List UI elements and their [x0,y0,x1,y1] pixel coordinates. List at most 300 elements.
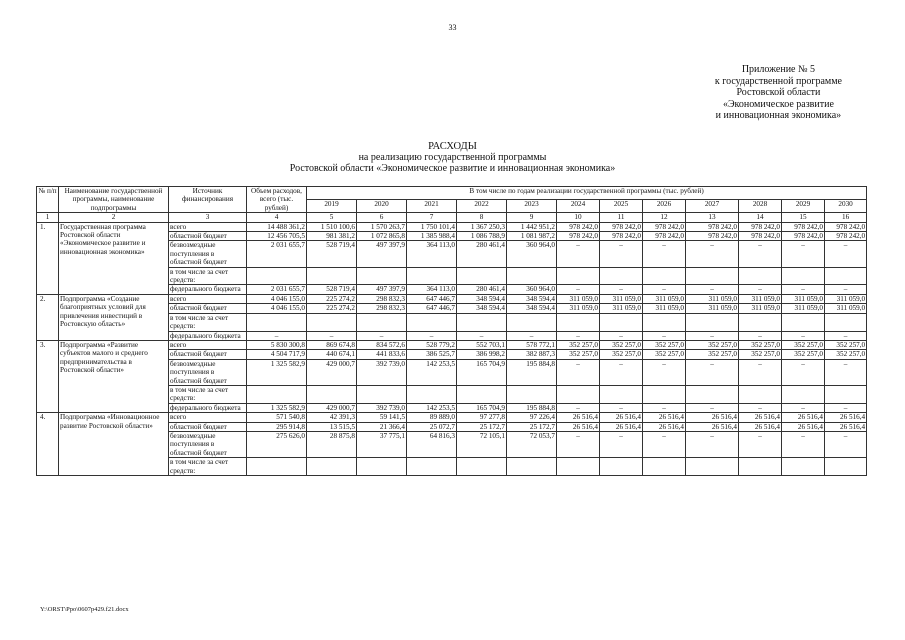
title-line: на реализацию государственной программы [358,152,547,163]
year-value [643,267,686,285]
year-value: 26 516,4 [557,413,600,422]
total-volume: 1 325 582,9 [247,403,307,412]
year-value: – [407,331,457,340]
year-value [739,267,782,285]
year-value: 26 516,4 [825,422,867,431]
column-index: 9 [507,213,557,222]
year-value [557,267,600,285]
year-value: 352 257,0 [557,340,600,349]
column-index: 4 [247,213,307,222]
funding-source: всего [169,340,247,349]
year-value: 1 750 101,4 [407,222,457,231]
year-value [782,458,825,476]
year-value: 311 059,0 [600,294,643,303]
year-value: 26 516,4 [600,422,643,431]
year-value: – [739,285,782,294]
title-line: Ростовской области «Экономическое развитие и инновационная экономика» [289,163,616,174]
year-value: 528 719,4 [307,285,357,294]
year-value: 352 257,0 [739,350,782,359]
year-value: 528 779,2 [407,340,457,349]
year-value: 647 446,7 [407,304,457,313]
year-value [686,385,739,403]
table-row [37,294,867,303]
program-name: Подпрограмма «Создание благоприятных условий для привлечения инвестиций в Ростовскую область» [59,294,169,340]
year-value: – [600,285,643,294]
year-value [686,313,739,331]
year-value [307,385,357,403]
year-value: 429 000,7 [307,403,357,412]
year-value: – [643,331,686,340]
header-year: 2029 [782,200,825,213]
year-value: 311 059,0 [600,304,643,313]
year-value: 978 242,0 [643,232,686,241]
year-value: – [600,331,643,340]
year-value [825,458,867,476]
funding-source: федерального бюджета [169,403,247,412]
column-index: 14 [739,213,782,222]
year-value: 311 059,0 [557,294,600,303]
year-value: – [686,403,739,412]
funding-source: областной бюджет [169,232,247,241]
year-value: 1 367 250,3 [457,222,507,231]
year-value: 311 059,0 [825,304,867,313]
year-value: – [643,285,686,294]
year-value: 298 832,3 [357,304,407,313]
year-value: – [686,359,739,385]
year-value: 280 461,4 [457,285,507,294]
year-value: 978 242,0 [600,232,643,241]
year-value [507,458,557,476]
total-volume: 12 456 705,5 [247,232,307,241]
total-volume: 1 325 582,9 [247,359,307,385]
appendix-line: к государственной программе [714,75,842,87]
year-value: 352 257,0 [643,350,686,359]
year-value: – [600,431,643,457]
year-value: 552 703,1 [457,340,507,349]
total-volume [247,458,307,476]
year-value: 1 442 951,2 [507,222,557,231]
year-value: 352 257,0 [739,340,782,349]
header-volume: Объем расходов, всего (тыс. рублей) [247,187,307,213]
year-value: 26 516,4 [686,413,739,422]
year-value: – [686,431,739,457]
year-value: 352 257,0 [600,340,643,349]
year-value: 97 226,4 [507,413,557,422]
year-value: 578 772,1 [507,340,557,349]
year-value: 28 875,8 [307,431,357,457]
program-name: Подпрограмма «Инновационное развитие Ростовской области» [59,413,169,476]
year-value: 298 832,3 [357,294,407,303]
year-value [600,458,643,476]
year-value: 528 719,4 [307,241,357,267]
header-year: 2019 [307,200,357,213]
year-value: – [825,359,867,385]
year-value: 89 889,0 [407,413,457,422]
year-value: 978 242,0 [600,222,643,231]
year-value [643,458,686,476]
year-value [457,313,507,331]
total-volume [247,267,307,285]
header-year: 2021 [407,200,457,213]
year-value [600,267,643,285]
total-volume: 295 914,8 [247,422,307,431]
year-value [643,385,686,403]
appendix-line: Ростовской области [736,87,821,98]
header-year: 2025 [600,200,643,213]
year-value: 360 964,0 [507,241,557,267]
column-index: 1 [37,213,59,222]
year-value [457,267,507,285]
year-value [307,313,357,331]
year-value [507,267,557,285]
year-value [739,313,782,331]
year-value [507,385,557,403]
year-value: 382 887,3 [507,350,557,359]
page-number: 33 [448,23,457,32]
year-value: 25 172,7 [457,422,507,431]
column-index: 16 [825,213,867,222]
total-volume: 5 830 300,8 [247,340,307,349]
year-value: – [600,359,643,385]
year-value: 195 884,8 [507,403,557,412]
table-row [37,413,867,422]
year-value: 311 059,0 [782,294,825,303]
year-value: 59 141,5 [357,413,407,422]
header-years-group: В том числе по годам реализации государственной программы (тыс. рублей) [307,187,867,200]
year-value: – [686,331,739,340]
year-value: – [557,359,600,385]
year-value [357,385,407,403]
funding-source: безвозмездные поступления в областной бюджет [169,431,247,457]
funding-source: областной бюджет [169,422,247,431]
header-year: 2020 [357,200,407,213]
year-value: 352 257,0 [825,340,867,349]
year-value: 352 257,0 [643,340,686,349]
year-value: – [739,359,782,385]
year-value: 311 059,0 [643,304,686,313]
funding-source: в том числе за счет средств: [169,313,247,331]
funding-source: безвозмездные поступления в областной бюджет [169,359,247,385]
total-volume: 2 031 655,7 [247,241,307,267]
year-value: 978 242,0 [557,222,600,231]
year-value: – [557,331,600,340]
year-value: – [782,241,825,267]
year-value: 97 277,8 [457,413,507,422]
year-value [307,458,357,476]
year-value: 311 059,0 [557,304,600,313]
total-volume: 2 031 655,7 [247,285,307,294]
year-value: – [307,331,357,340]
year-value [357,267,407,285]
year-value [600,385,643,403]
column-index: 10 [557,213,600,222]
year-value: 978 242,0 [782,232,825,241]
year-value: 42 391,3 [307,413,357,422]
program-name: Подпрограмма «Развитие субъектов малого и среднего предпринимательства в Ростовской области» [59,340,169,412]
year-value: 440 674,1 [307,350,357,359]
column-index: 7 [407,213,457,222]
year-value [739,458,782,476]
row-number: 2. [37,294,59,340]
year-value: 348 594,4 [457,304,507,313]
column-index: 15 [782,213,825,222]
appendix-line: Приложение № 5 [741,64,816,75]
year-value: 26 516,4 [782,413,825,422]
year-value: 1 081 987,2 [507,232,557,241]
year-value: 311 059,0 [686,294,739,303]
year-value: 165 704,9 [457,359,507,385]
funding-source: в том числе за счет средств: [169,458,247,476]
year-value: – [557,285,600,294]
header-year: 2027 [686,200,739,213]
column-index: 12 [643,213,686,222]
year-value: 978 242,0 [557,232,600,241]
year-value [407,313,457,331]
year-value: 360 964,0 [507,285,557,294]
year-value [600,313,643,331]
total-volume: 4 046 155,0 [247,294,307,303]
year-value: – [457,331,507,340]
year-value: 497 397,9 [357,241,407,267]
year-value: – [600,403,643,412]
year-value: – [739,431,782,457]
year-value: 311 059,0 [686,304,739,313]
year-value: 352 257,0 [557,350,600,359]
header-year: 2023 [507,200,557,213]
year-value: 165 704,9 [457,403,507,412]
year-value: – [643,403,686,412]
header-year: 2024 [557,200,600,213]
funding-source: в том числе за счет средств: [169,267,247,285]
funding-source: в том числе за счет средств: [169,385,247,403]
total-volume [247,385,307,403]
funding-source: всего [169,294,247,303]
column-index: 6 [357,213,407,222]
year-value: – [782,285,825,294]
year-value: 26 516,4 [739,422,782,431]
year-value: 311 059,0 [739,304,782,313]
year-value: 311 059,0 [643,294,686,303]
column-index: 8 [457,213,507,222]
year-value: – [600,241,643,267]
year-value: 26 516,4 [782,422,825,431]
year-value [357,458,407,476]
year-value [407,458,457,476]
year-value: 386 998,2 [457,350,507,359]
year-value: 386 525,7 [407,350,457,359]
year-value: 311 059,0 [739,294,782,303]
year-value [457,458,507,476]
year-value: 1 510 100,6 [307,222,357,231]
document-title [0,141,905,174]
column-index: 5 [307,213,357,222]
year-value: 978 242,0 [686,222,739,231]
year-value: 26 516,4 [825,413,867,422]
year-value: 348 594,4 [457,294,507,303]
year-value [307,267,357,285]
year-value: – [686,241,739,267]
year-value: 978 242,0 [825,232,867,241]
year-value: 37 775,1 [357,431,407,457]
year-value: 978 242,0 [643,222,686,231]
year-value: – [557,241,600,267]
year-value: – [825,431,867,457]
year-value: – [357,331,407,340]
year-value [357,313,407,331]
total-volume [247,313,307,331]
year-value: – [739,403,782,412]
year-value: 392 739,0 [357,403,407,412]
year-value: – [507,331,557,340]
year-value: – [643,431,686,457]
funding-source: всего [169,222,247,231]
year-value: 978 242,0 [739,232,782,241]
year-value: – [782,331,825,340]
funding-source: безвозмездные поступления в областной бюджет [169,241,247,267]
year-value: 26 516,4 [643,422,686,431]
year-value: 21 366,4 [357,422,407,431]
year-value: 364 113,0 [407,285,457,294]
year-value: 26 516,4 [600,413,643,422]
year-value: 25 072,7 [407,422,457,431]
year-value: 72 105,1 [457,431,507,457]
header-source: Источник финансирования [169,187,247,213]
year-value: 978 242,0 [739,222,782,231]
year-value: 1 072 865,8 [357,232,407,241]
year-value: 26 516,4 [557,422,600,431]
year-value: 392 739,0 [357,359,407,385]
appendix-line: и инновационная экономика» [715,110,842,121]
program-name: Государственная программа Ростовской области «Экономическое развитие и инновационная экономика» [59,222,169,294]
year-value: 352 257,0 [600,350,643,359]
total-volume: 571 540,8 [247,413,307,422]
column-index: 2 [59,213,169,222]
year-value: – [557,403,600,412]
year-value: 25 172,7 [507,422,557,431]
year-value: 225 274,2 [307,294,357,303]
year-value [825,385,867,403]
year-value: – [557,431,600,457]
year-value: 352 257,0 [686,350,739,359]
row-number: 4. [37,413,59,476]
year-value: 364 113,0 [407,241,457,267]
year-value: – [825,285,867,294]
year-value: – [782,431,825,457]
year-value: 352 257,0 [782,340,825,349]
header-name: Наименование государственной программы, наименование подпрограммы [59,187,169,213]
year-value [643,313,686,331]
row-number: 1. [37,222,59,294]
year-value: 72 053,7 [507,431,557,457]
total-volume: 4 504 717,9 [247,350,307,359]
year-value [782,313,825,331]
year-value [457,385,507,403]
header-year: 2030 [825,200,867,213]
year-value: – [739,331,782,340]
year-value: 647 446,7 [407,294,457,303]
year-value [407,385,457,403]
year-value [686,267,739,285]
year-value: 834 572,6 [357,340,407,349]
year-value: 26 516,4 [643,413,686,422]
year-value: 497 397,9 [357,285,407,294]
expenses-table [36,186,867,476]
year-value: 142 253,5 [407,359,457,385]
header-year: 2028 [739,200,782,213]
year-value [507,313,557,331]
year-value [782,267,825,285]
year-value: 352 257,0 [825,350,867,359]
file-path-footer: Y:\ORST\Ppo\0607p429.f21.docx [40,606,129,613]
funding-source: федерального бюджета [169,285,247,294]
year-value [557,458,600,476]
year-value: 280 461,4 [457,241,507,267]
year-value: – [825,403,867,412]
appendix-note [715,64,842,122]
appendix-line: «Экономическое развитие [722,98,834,110]
year-value: 64 816,3 [407,431,457,457]
year-value: – [782,403,825,412]
year-value [407,267,457,285]
funding-source: всего [169,413,247,422]
year-value: 26 516,4 [739,413,782,422]
year-value: 352 257,0 [686,340,739,349]
year-value: 142 253,5 [407,403,457,412]
year-value: 981 381,2 [307,232,357,241]
year-value: – [686,285,739,294]
total-volume: 275 626,0 [247,431,307,457]
column-index: 13 [686,213,739,222]
year-value: – [782,359,825,385]
year-value: 978 242,0 [782,222,825,231]
year-value: 352 257,0 [782,350,825,359]
year-value: – [643,241,686,267]
year-value [782,385,825,403]
funding-source: федерального бюджета [169,331,247,340]
table-row [37,222,867,231]
year-value: 869 674,8 [307,340,357,349]
year-value: 1 385 988,4 [407,232,457,241]
funding-source: областной бюджет [169,304,247,313]
year-value [557,385,600,403]
total-volume: 4 046 155,0 [247,304,307,313]
year-value: – [739,241,782,267]
year-value: 348 594,4 [507,304,557,313]
year-value [739,385,782,403]
year-value: 1 570 263,7 [357,222,407,231]
year-value: 978 242,0 [825,222,867,231]
year-value: 311 059,0 [825,294,867,303]
column-index: 11 [600,213,643,222]
total-volume: – [247,331,307,340]
header-no: № п/п [37,187,59,213]
year-value: – [643,359,686,385]
year-value [557,313,600,331]
title-line: РАСХОДЫ [428,141,477,152]
year-value: 26 516,4 [686,422,739,431]
header-year: 2026 [643,200,686,213]
year-value: – [825,241,867,267]
year-value [825,313,867,331]
year-value: 195 884,8 [507,359,557,385]
year-value: 311 059,0 [782,304,825,313]
table-row [37,340,867,349]
year-value: 429 000,7 [307,359,357,385]
total-volume: 14 488 361,2 [247,222,307,231]
header-year: 2022 [457,200,507,213]
year-value [686,458,739,476]
row-number: 3. [37,340,59,412]
